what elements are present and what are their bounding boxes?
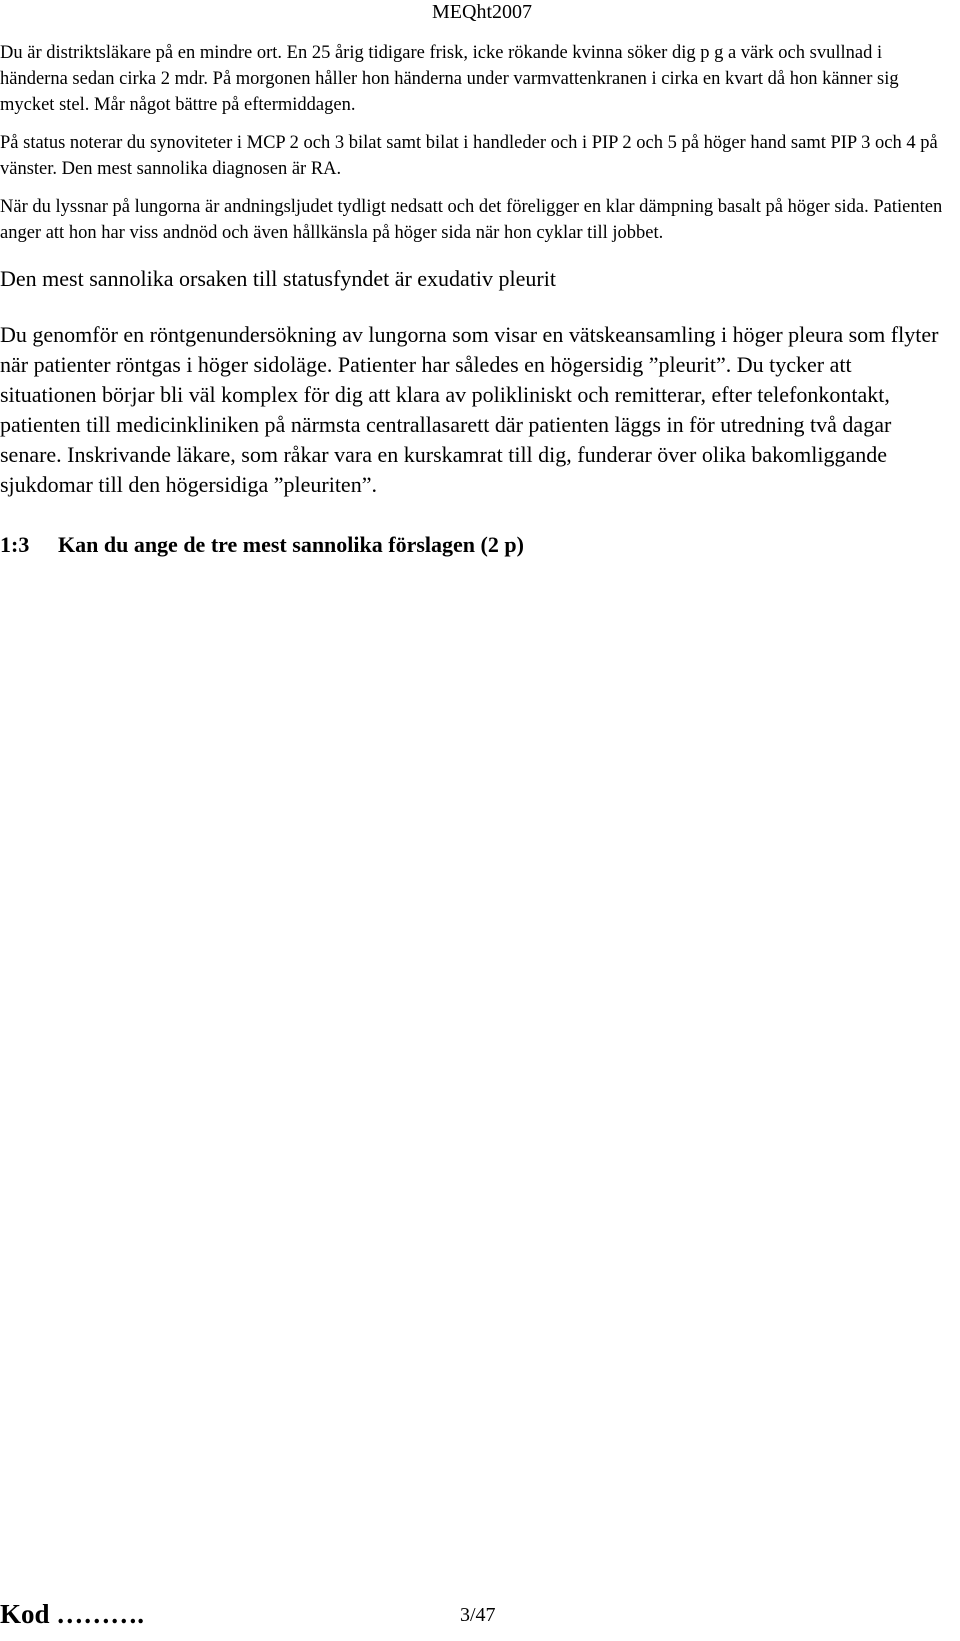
case-intro-paragraph: Du är distriktsläkare på en mindre ort. En 25 årig tidigare frisk, icke rökande kvinna söker dig p g a värk och svullnad i händerna sedan cirka 2 mdr. På morgonen håller hon händerna under varmvattenkranen i cirka en kvart då hon känner sig mycket stel. Mår något bättre på eftermiddagen.: [0, 43, 899, 115]
question-number: 1:3: [0, 532, 30, 557]
status-findings-paragraph: På status noterar du synoviteter i MCP 2 och 3 bilat samt bilat i handleder och i PIP 2 och 5 på höger hand samt PIP 3 och 4 på vänster. Den mest sannolika diagnosen är RA.: [0, 133, 938, 179]
page-number: 3/47: [460, 1604, 496, 1626]
document-body: [0, 40, 948, 560]
document-id-header: MEQht2007: [432, 1, 532, 23]
case-continuation-paragraph: Du genomför en röntgenundersökning av lungorna som visar en vätskeansamling i höger pleura som flyter när patienter röntgas i höger sidoläge. Patienter har således en högersidig ”pleurit”. Du tycker att situationen börjar bli väl komplex för dig att klara av polikliniskt och remitterar, efter telefonkontakt, patienten till medicinkliniken på närmsta centrallasarett där patienten läggs in för utredning två dagar senare. Inskrivande läkare, som råkar vara en kurskamrat till dig, funderar över olika bakomliggande sjukdomar till den högersidiga ”pleuriten”.: [0, 322, 939, 497]
question-heading: [0, 530, 948, 560]
page-footer: [0, 1596, 960, 1636]
answer-statement: Den mest sannolika orsaken till statusfyndet är exudativ pleurit: [0, 266, 556, 291]
lung-findings-paragraph: När du lyssnar på lungorna är andningsljudet tydligt nedsatt och det föreligger en klar dämpning basalt på höger sida. Patienten anger att hon har viss andnöd och även hållkänsla på höger sida när hon cyklar till jobbet.: [0, 197, 943, 243]
kod-field-label: Kod ……….: [0, 1599, 145, 1629]
question-text: Kan du ange de tre mest sannolika förslagen (2 p): [58, 532, 524, 557]
